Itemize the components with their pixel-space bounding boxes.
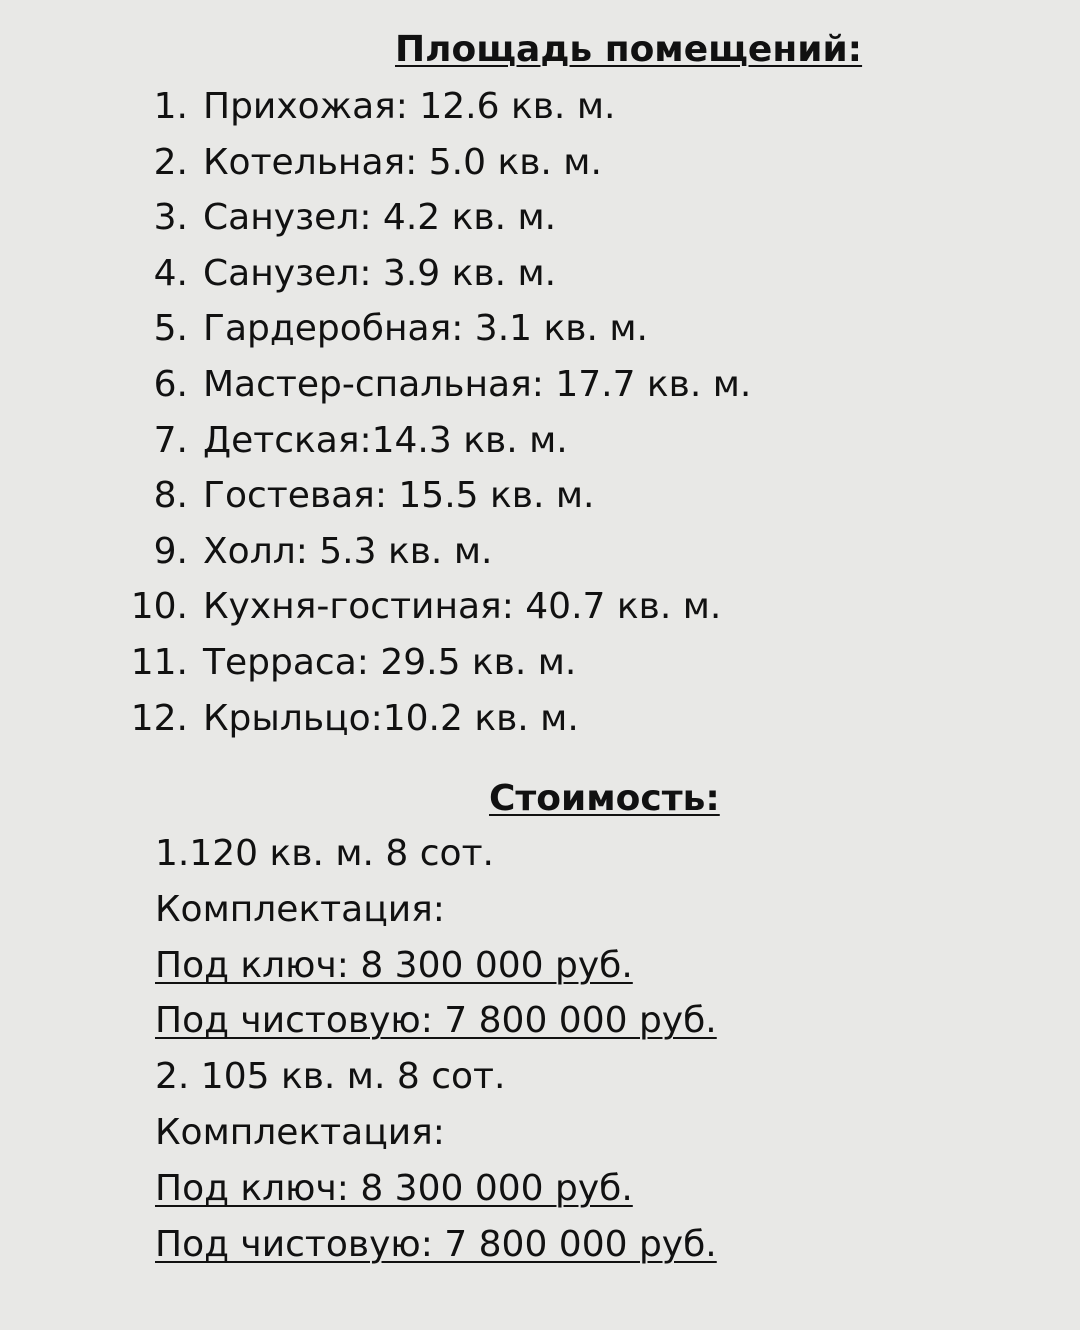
area-heading: Площадь помещений: — [395, 29, 863, 70]
room-item — [0, 139, 1080, 195]
room-number: 4. — [153, 252, 188, 294]
room-number: 7. — [153, 419, 188, 461]
room-number: 6. — [153, 363, 188, 405]
room-label: Гостевая: 15.5 кв. м. — [203, 475, 595, 517]
equipment-label: Комплектация: — [155, 1111, 445, 1153]
room-item — [0, 361, 1080, 417]
room-item — [0, 583, 1080, 639]
room-number: 11. — [130, 641, 188, 683]
room-item — [0, 528, 1080, 584]
room-label: Кухня-гостиная: 40.7 кв. м. — [203, 586, 722, 628]
room-list — [0, 83, 1080, 750]
finishing-price-link[interactable]: Под чистовую: 7 800 000 руб. — [155, 1223, 717, 1265]
room-label: Санузел: 3.9 кв. м. — [203, 252, 557, 294]
room-item — [0, 472, 1080, 528]
room-number: 12. — [130, 697, 188, 739]
room-label: Холл: 5.3 кв. м. — [203, 530, 493, 572]
finishing-price-link[interactable]: Под чистовую: 7 800 000 руб. — [155, 1000, 717, 1042]
room-number: 1. — [153, 86, 188, 127]
turnkey-price-link[interactable]: Под ключ: 8 300 000 руб. — [155, 944, 633, 986]
room-item — [0, 695, 1080, 751]
room-label: Котельная: 5.0 кв. м. — [203, 141, 602, 183]
room-number: 5. — [153, 308, 188, 350]
room-item — [0, 194, 1080, 250]
room-label: Мастер-спальная: 17.7 кв. м. — [203, 363, 752, 405]
room-number: 10. — [130, 586, 188, 628]
room-number: 2. — [153, 141, 188, 183]
room-item — [0, 639, 1080, 695]
room-item — [0, 250, 1080, 306]
room-number: 8. — [153, 475, 188, 517]
room-label: Крыльцо:10.2 кв. м. — [203, 697, 579, 739]
equipment-label: Комплектация: — [155, 888, 445, 930]
room-number: 3. — [153, 197, 188, 239]
option-header: 2. 105 кв. м. 8 сот. — [155, 1056, 506, 1098]
pricing-list — [155, 830, 717, 1276]
room-label: Санузел: 4.2 кв. м. — [203, 197, 557, 239]
room-label: Терраса: 29.5 кв. м. — [203, 641, 577, 683]
room-item — [0, 83, 1080, 139]
room-label: Гардеробная: 3.1 кв. м. — [203, 308, 648, 350]
cost-heading: Стоимость: — [489, 778, 720, 819]
option-header: 1.120 кв. м. 8 сот. — [155, 833, 494, 874]
room-item — [0, 305, 1080, 361]
turnkey-price-link[interactable]: Под ключ: 8 300 000 руб. — [155, 1167, 633, 1209]
room-number: 9. — [153, 530, 188, 572]
room-label: Детская:14.3 кв. м. — [203, 419, 568, 461]
room-label: Прихожая: 12.6 кв. м. — [203, 86, 616, 127]
room-item — [0, 417, 1080, 473]
